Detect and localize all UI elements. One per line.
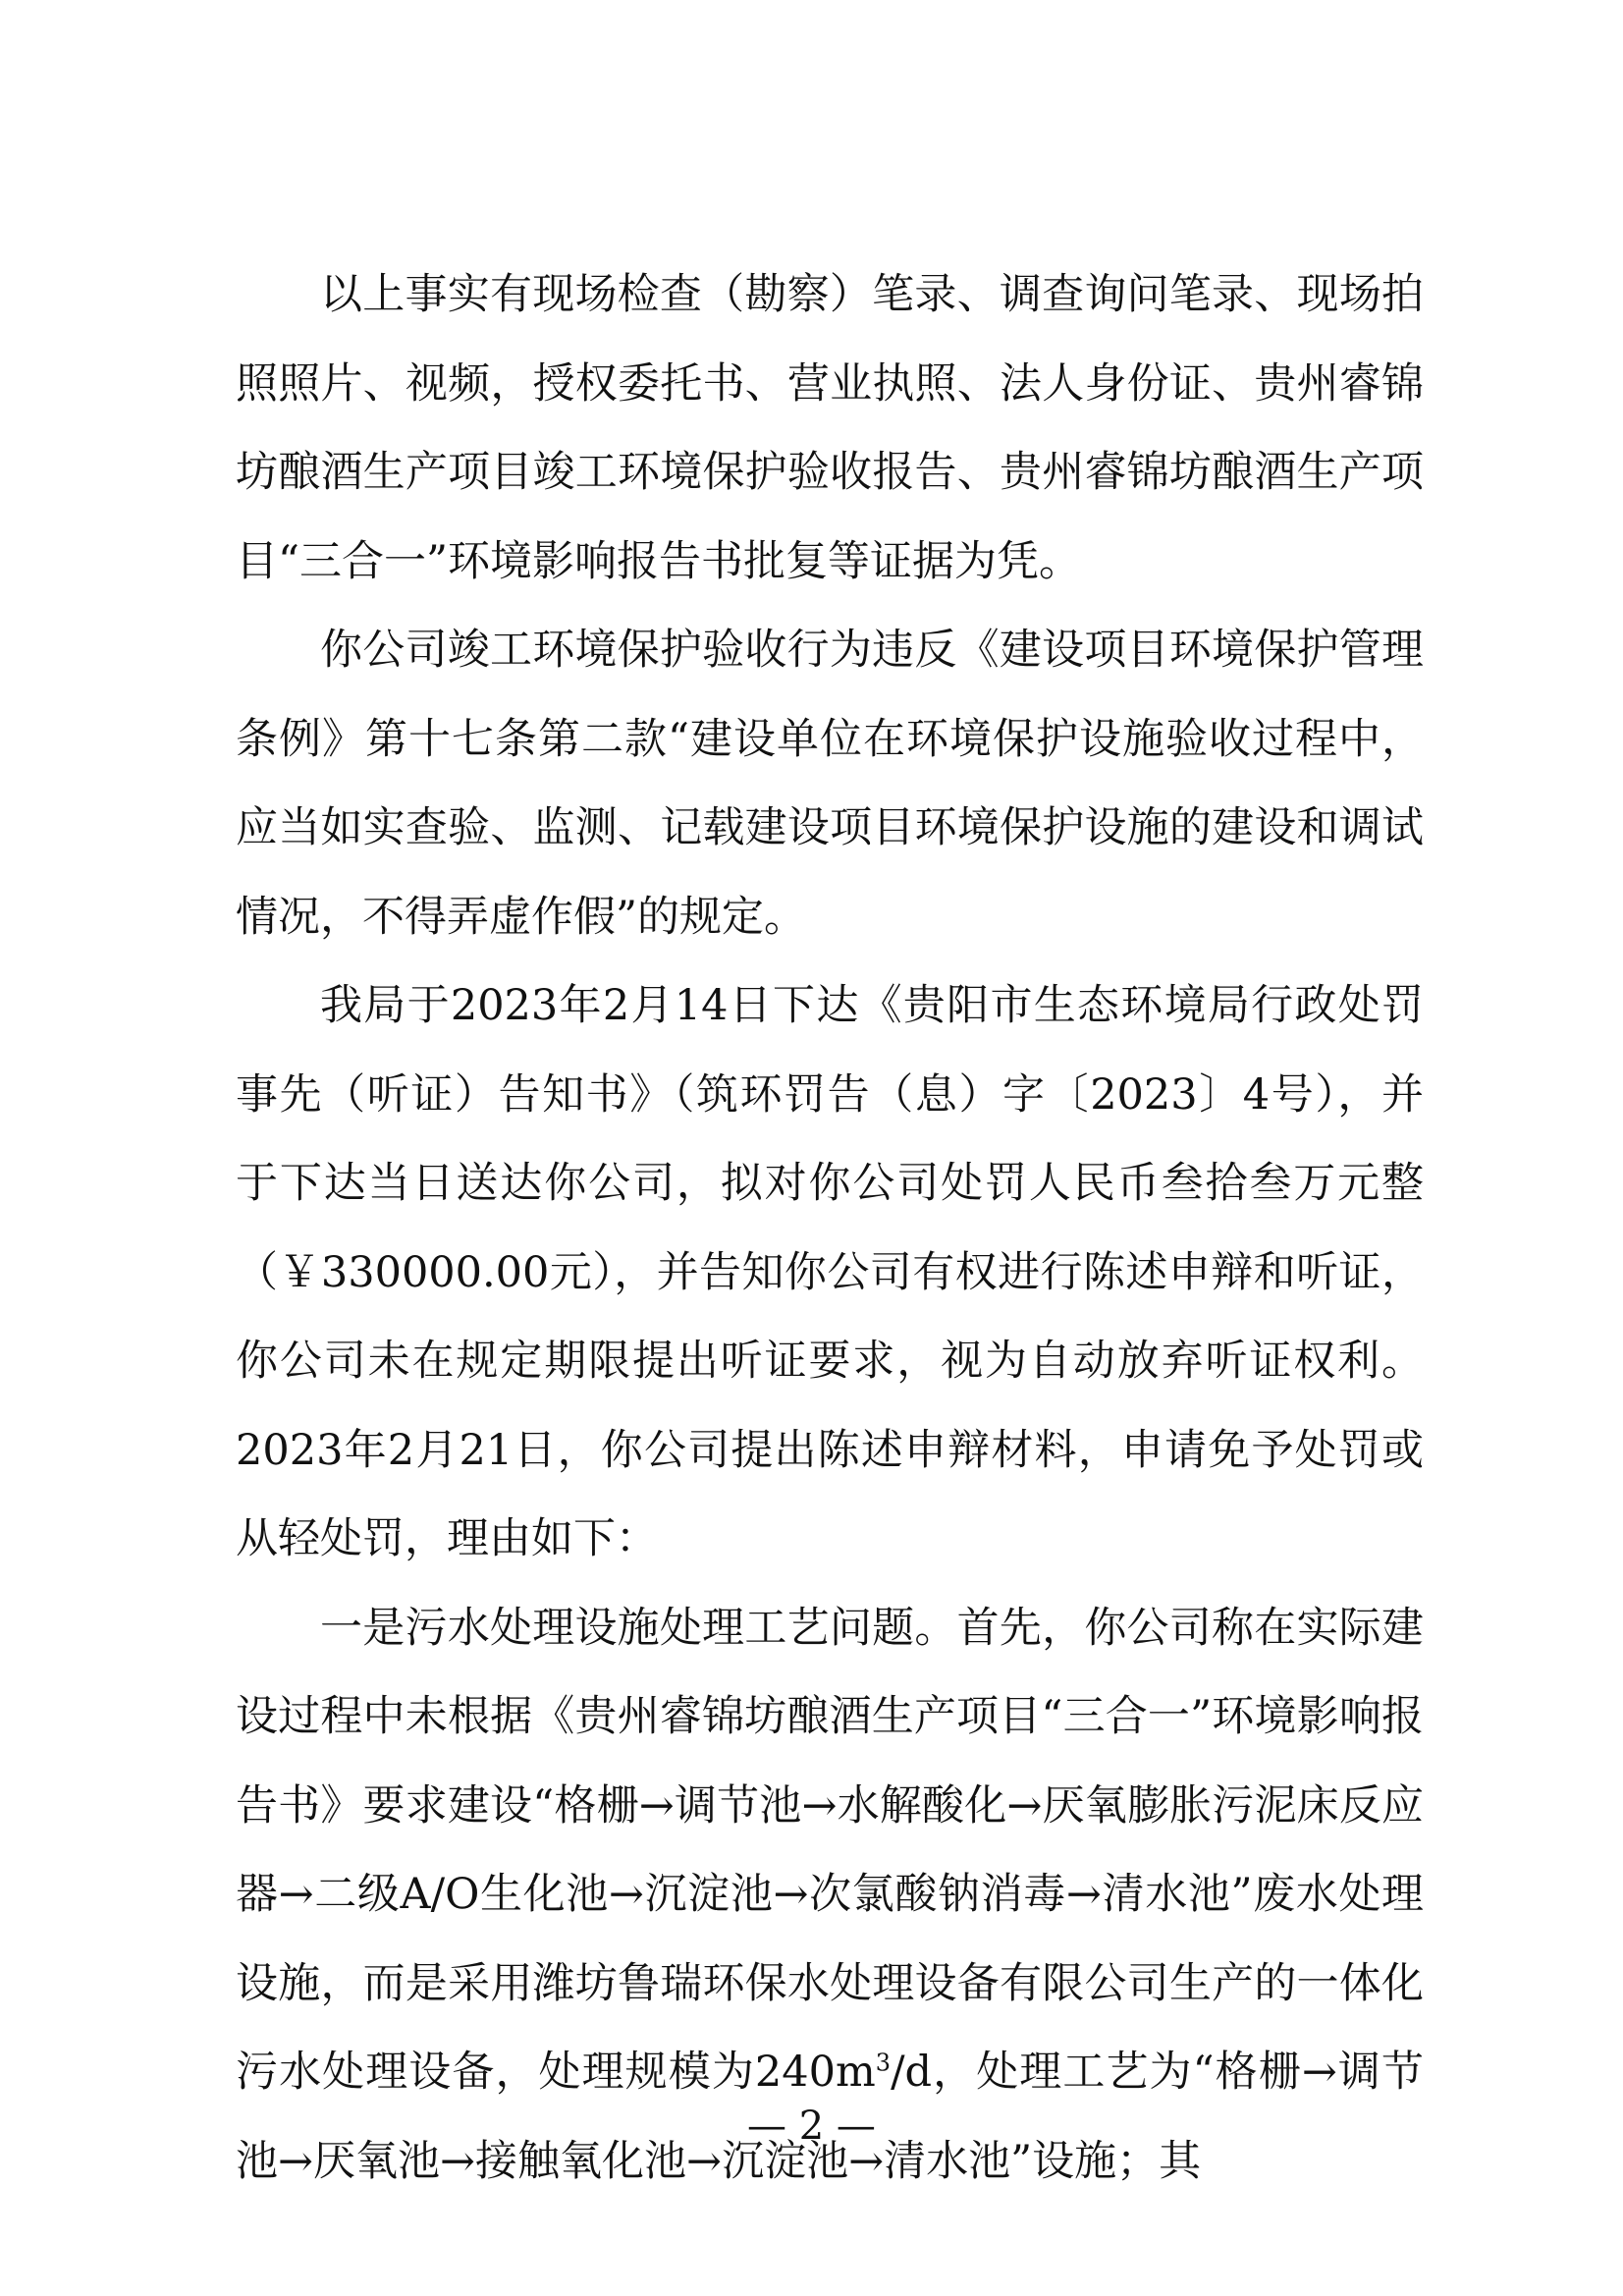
unit-base: m [836,2048,876,2097]
unit-cubic-meter [836,2048,891,2097]
page-number: — 2 — [747,2104,876,2149]
unit-superscript: 3 [875,2049,892,2077]
document-body [236,250,1424,2206]
paragraph-defense-one-text: 一是污水处理设施处理工艺问题。首先，你公司称在实际建设过程中未根据《贵州睿锦坊酿酒生产项目“三合一”环境影响报告书》要求建设“格栅→调节池→水解酸化→厌氧膨胀污泥床反应器→二级A/O生化池→沉淀池→次氯酸钠消毒→清水池”废水处理设施，而是采用潍坊鲁瑞环保水处理设备有限公司生产的一体化污水处理设备，处理规模为240 [236,1603,1424,2097]
paragraph-evidence: 以上事实有现场检查（勘察）笔录、调查询问笔录、现场拍照照片、视频，授权委托书、营业执照、法人身份证、贵州睿锦坊酿酒生产项目竣工环境保护验收报告、贵州睿锦坊酿酒生产项目“三合一”环境影响报告书批复等证据为凭。 [236,270,1424,586]
paragraph-violation: 你公司竣工环境保护验收行为违反《建设项目环境保护管理条例》第十七条第二款“建设单位在环境保护设施验收过程中，应当如实查验、监测、记载建设项目环境保护设施的建设和调试情况，不得弄虚作假”的规定。 [236,626,1424,942]
paragraph-defense-one-tail: /d，处理工艺为“格栅→调节池→厌氧池→接触氧化池→沉淀池→清水池”设施；其 [236,2048,1425,2186]
paragraph-notice: 我局于2023年2月14日下达《贵阳市生态环境局行政处罚事先（听证）告知书》（筑环罚告（息）字〔2023〕4号），并于下达当日送达你公司，拟对你公司处罚人民币叁拾叁万元整（￥330000.00元），并告知你公司有权进行陈述申辩和听证，你公司未在规定期限提出听证要求，视为自动放弃听证权利。2023年2月21日，你公司提出陈述申辩材料，申请免予处罚或从轻处罚，理由如下： [236,981,1424,1563]
